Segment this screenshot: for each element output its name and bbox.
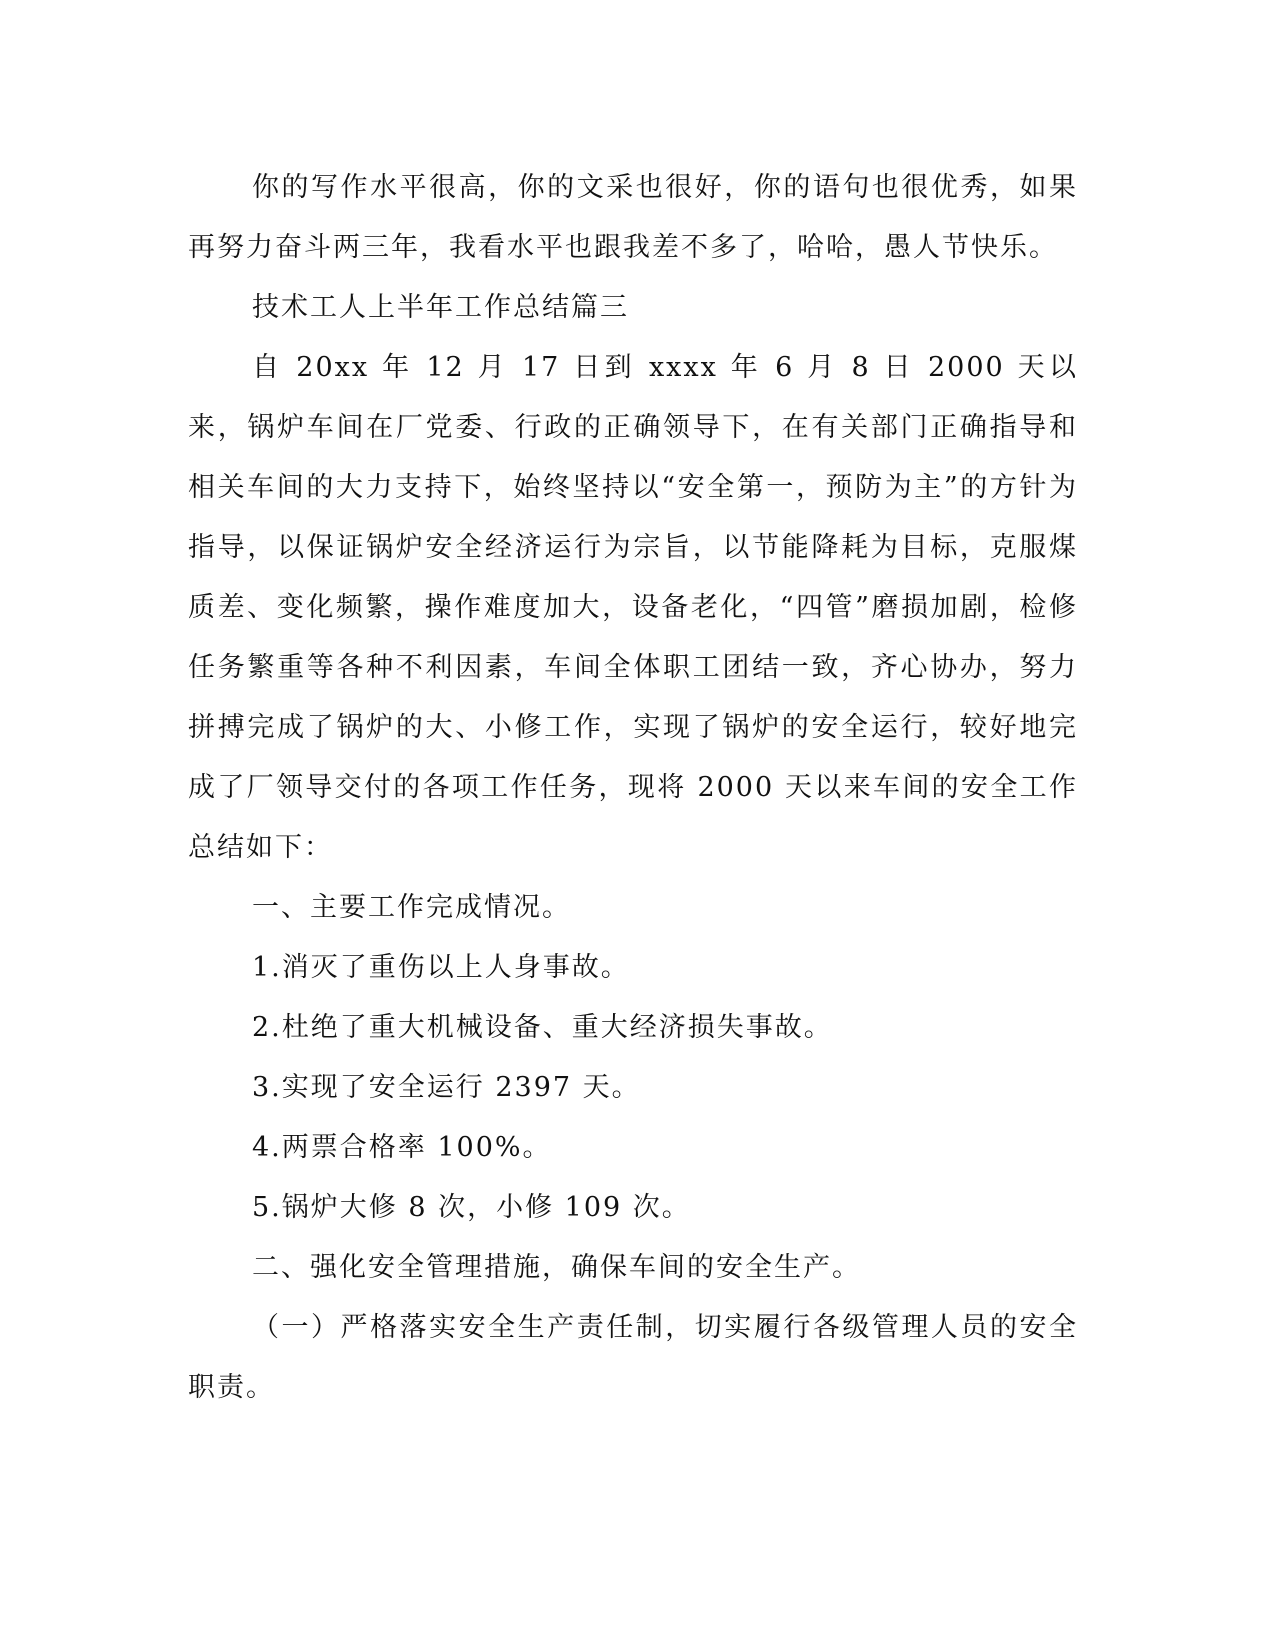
list-item-4: 4.两票合格率 100%。 bbox=[252, 1132, 552, 1163]
list-item-5: 5.锅炉大修 8 次，小修 109 次。 bbox=[252, 1192, 691, 1223]
list-item-1: 1.消灭了重伤以上人身事故。 bbox=[252, 952, 630, 983]
subheading-responsibility: （一）严格落实安全生产责任制，切实履行各级管理人员的安全职责。 bbox=[188, 1312, 1078, 1403]
heading-safety-measures: 二、强化安全管理措施，确保车间的安全生产。 bbox=[252, 1252, 861, 1283]
heading-main-work: 一、主要工作完成情况。 bbox=[252, 892, 571, 923]
list-item-3: 3.实现了安全运行 2397 天。 bbox=[252, 1072, 641, 1103]
paragraph-greeting: 你的写作水平很高，你的文采也很好，你的语句也很优秀，如果再努力奋斗两三年，我看水平也跟我差不多了，哈哈，愚人节快乐。 bbox=[188, 172, 1078, 263]
section-title: 技术工人上半年工作总结篇三 bbox=[252, 292, 629, 323]
list-item-2: 2.杜绝了重大机械设备、重大经济损失事故。 bbox=[252, 1012, 833, 1043]
document-body bbox=[188, 158, 1078, 1418]
paragraph-intro: 自 20xx 年 12 月 17 日到 xxxx 年 6 月 8 日 2000 天以来，锅炉车间在厂党委、行政的正确领导下，在有关部门正确指导和相关车间的大力支持下，始终坚持以“安全第一，预防为主”的方针为指导，以保证锅炉安全经济运行为宗旨，以节能降耗为目标，克服煤质差、变化频繁，操作难度加大，设备老化，“四管”磨损加剧，检修任务繁重等各种不利因素，车间全体职工团结一致，齐心协办，努力拼搏完成了锅炉的大、小修工作，实现了锅炉的安全运行，较好地完成了厂领导交付的各项工作任务，现将 2000 天以来车间的安全工作总结如下： bbox=[188, 352, 1078, 863]
